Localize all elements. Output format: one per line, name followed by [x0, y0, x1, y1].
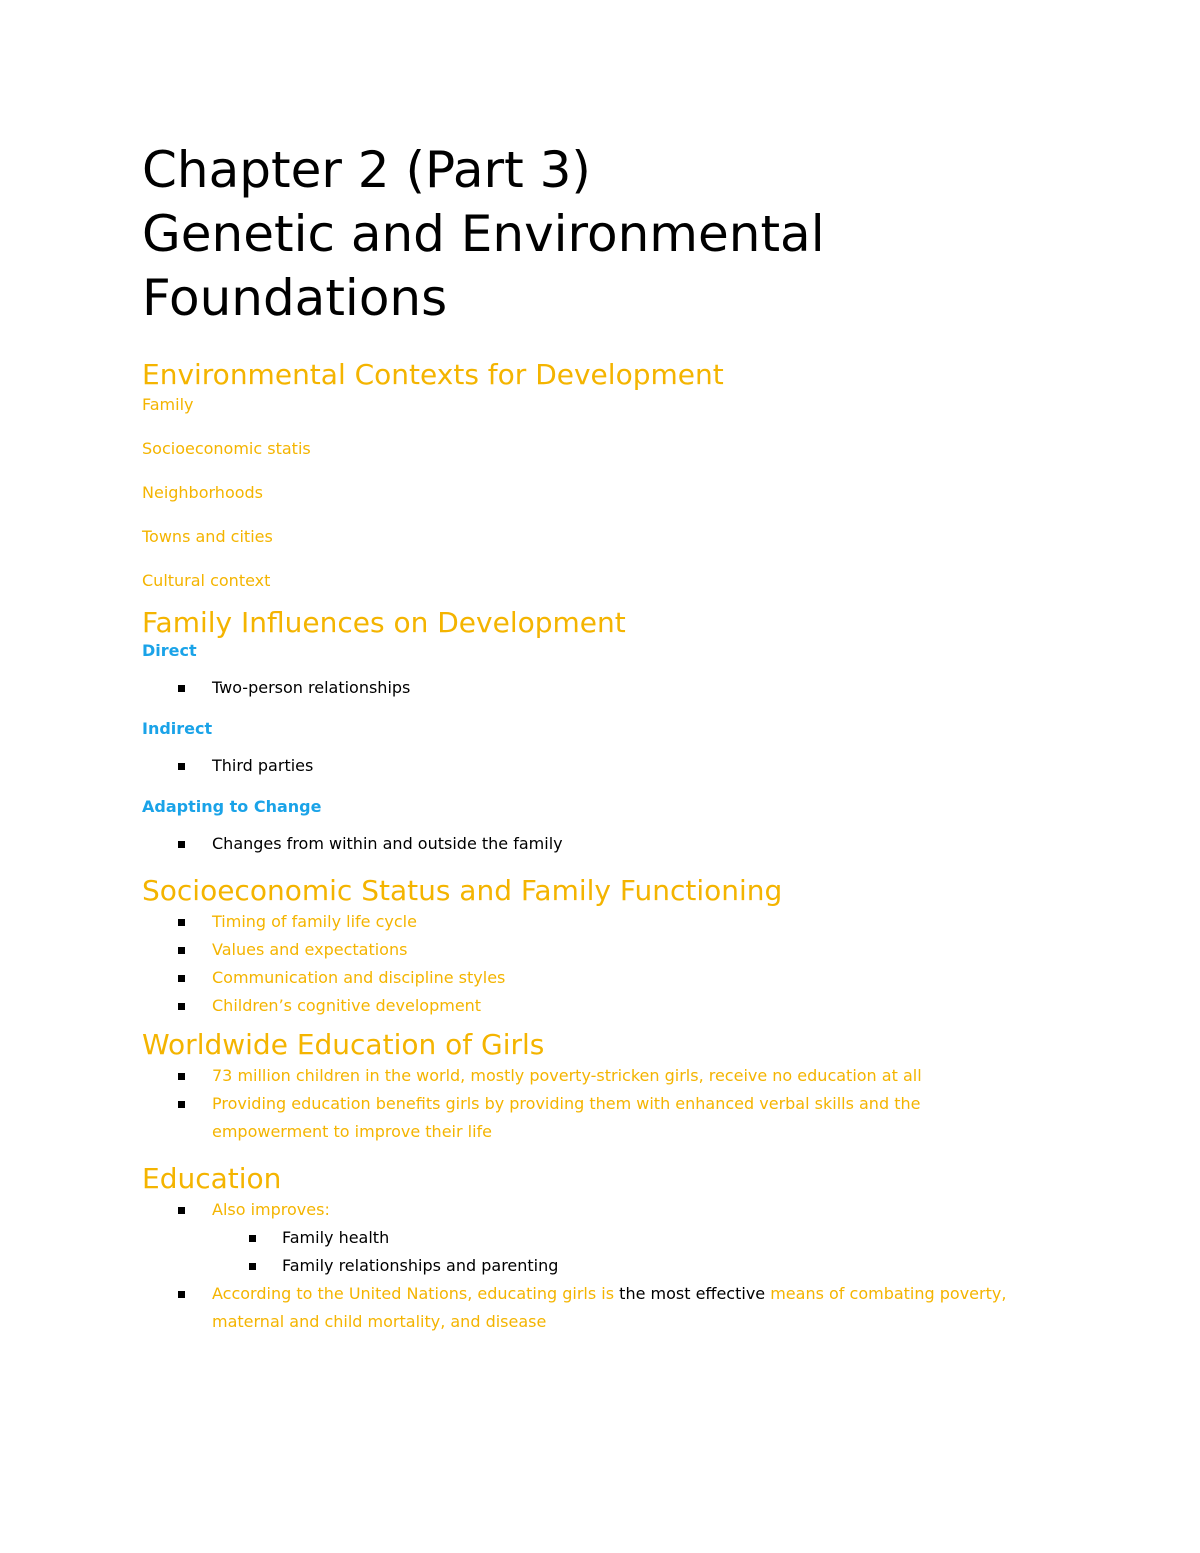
list-item: Changes from within and outside the family	[142, 830, 1022, 858]
square-bullet-icon	[178, 975, 185, 982]
heading-education: Education	[142, 1162, 282, 1195]
context-item-ses: Socioeconomic statis	[142, 439, 311, 458]
square-bullet-icon	[178, 1101, 185, 1108]
square-bullet-icon	[178, 841, 185, 848]
list-item: Family relationships and parenting	[142, 1252, 1022, 1280]
title-line-2: Genetic and Environmental	[142, 205, 825, 263]
list-item: Children’s cognitive development	[142, 992, 1022, 1020]
list-item: Also improves:	[142, 1196, 1022, 1224]
document-page	[142, 138, 1022, 1336]
subheading-indirect: Indirect	[142, 719, 213, 738]
title-line-3: Foundations	[142, 269, 448, 327]
list-item: Communication and discipline styles	[142, 964, 1022, 992]
heading-ses-family: Socioeconomic Status and Family Functioning	[142, 874, 783, 907]
square-bullet-icon	[178, 1073, 185, 1080]
heading-worldwide-education: Worldwide Education of Girls	[142, 1028, 545, 1061]
context-item-culture: Cultural context	[142, 571, 271, 590]
list-item: Two-person relationships	[142, 674, 1022, 702]
heading-environmental-contexts: Environmental Contexts for Development	[142, 358, 724, 391]
direct-list	[142, 674, 1022, 702]
context-item-towns: Towns and cities	[142, 527, 273, 546]
square-bullet-icon	[178, 1003, 185, 1010]
indirect-list	[142, 752, 1022, 780]
heading-family-influences: Family Influences on Development	[142, 606, 626, 639]
square-bullet-icon	[249, 1235, 256, 1242]
square-bullet-icon	[249, 1263, 256, 1270]
worldwide-list	[142, 1062, 1022, 1146]
subheading-adapting: Adapting to Change	[142, 797, 322, 816]
list-item: Third parties	[142, 752, 1022, 780]
list-item: Providing education benefits girls by providing them with enhanced verbal skills and the empowerment to improve their life	[142, 1090, 1022, 1146]
adapting-list	[142, 830, 1022, 858]
list-item: 73 million children in the world, mostly poverty-stricken girls, receive no education at all	[142, 1062, 1022, 1090]
square-bullet-icon	[178, 947, 185, 954]
square-bullet-icon	[178, 763, 185, 770]
list-item: According to the United Nations, educating girls is the most effective means of combating poverty, maternal and child mortality, and disease	[142, 1280, 1022, 1336]
ses-list	[142, 908, 1022, 1020]
list-item: Values and expectations	[142, 936, 1022, 964]
context-item-neighborhoods: Neighborhoods	[142, 483, 264, 502]
square-bullet-icon	[178, 1207, 185, 1214]
square-bullet-icon	[178, 919, 185, 926]
title-line-1: Chapter 2 (Part 3)	[142, 141, 591, 199]
document-title	[142, 138, 1022, 330]
subheading-direct: Direct	[142, 641, 197, 660]
list-item: Timing of family life cycle	[142, 908, 1022, 936]
square-bullet-icon	[178, 685, 185, 692]
context-item-family: Family	[142, 395, 194, 414]
emphasis-text: the most effective	[619, 1284, 766, 1303]
list-item: Family health	[142, 1224, 1022, 1252]
education-list	[142, 1196, 1022, 1336]
square-bullet-icon	[178, 1291, 185, 1298]
